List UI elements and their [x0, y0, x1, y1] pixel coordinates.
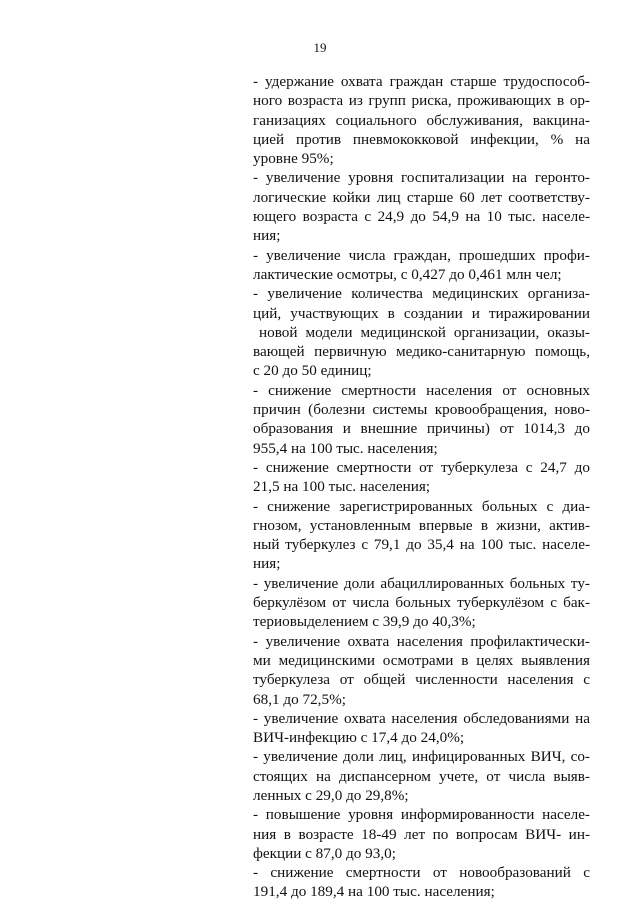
- text-line: 68,1 до 72,5%;: [253, 690, 346, 708]
- text-line: - снижение смертности от новообразований с: [253, 864, 590, 882]
- text-line: лактические осмотры, с 0,427 до 0,461 млн чел;: [253, 265, 562, 283]
- text-line: логические койки лиц старше 60 лет соответству-: [253, 188, 590, 206]
- list-item: [253, 805, 590, 863]
- list-item: [253, 497, 590, 574]
- text-line: 955,4 на 100 тыс. населения;: [253, 439, 438, 457]
- text-line: стоящих на диспансерном учете, от числа выяв-: [253, 767, 590, 785]
- text-line: - снижение смертности от туберкулеза с 24,7 до: [253, 458, 590, 476]
- text-line: гнозом, установленным впервые в жизни, актив-: [253, 516, 590, 534]
- text-line: - снижение зарегистрированных больных с диа-: [253, 497, 590, 515]
- text-line: новой модели медицинской организации, оказы-: [259, 323, 590, 341]
- text-line: ющего возраста с 24,9 до 54,9 на 10 тыс. населе-: [253, 208, 590, 226]
- text-line: ми медицинскими осмотрами в целях выявления: [253, 651, 590, 669]
- page-number: 19: [313, 40, 327, 55]
- text-line: - повышение уровня информированности населе-: [253, 806, 590, 824]
- text-line: ций, участвующих в создании и тиражировании: [253, 304, 590, 322]
- indicator-list: [253, 72, 590, 902]
- text-line: - удержание охвата граждан старше трудоспособ-: [253, 73, 590, 90]
- list-item: [253, 747, 590, 805]
- list-item: [253, 709, 590, 748]
- text-line: ВИЧ-инфекцию с 17,4 до 24,0%;: [253, 729, 465, 747]
- text-line: ния;: [253, 227, 281, 245]
- text-line: образования и внешние причины) от 1014,3 до: [253, 420, 590, 438]
- list-item: [253, 381, 590, 458]
- text-line: - увеличение количества медицинских организа-: [253, 285, 590, 303]
- text-line: беркулёзом от числа больных туберкулёзом с бак-: [253, 594, 590, 612]
- text-line: фекции с 87,0 до 93,0;: [253, 844, 396, 862]
- text-line: с 20 до 50 единиц;: [253, 362, 372, 380]
- text-line: вающей первичную медико-санитарную помощь,: [253, 343, 590, 361]
- text-line: - увеличение доли абациллированных больных ту-: [253, 574, 590, 592]
- list-item: [253, 168, 590, 245]
- text-line: ния;: [253, 555, 281, 573]
- list-item: [253, 246, 590, 285]
- text-line: ганизациях социального обслуживания, вакцина-: [253, 111, 590, 129]
- list-item: [253, 72, 590, 168]
- text-line: туберкулеза от общей численности населения с: [253, 671, 590, 689]
- text-line: причин (болезни системы кровообращения, ново-: [253, 401, 590, 419]
- list-item: [253, 284, 590, 380]
- list-item: [253, 632, 590, 709]
- text-line: - увеличение уровня госпитализации на геронто-: [253, 169, 590, 187]
- list-item: [253, 574, 590, 632]
- list-item: [253, 863, 590, 902]
- text-line: ленных с 29,0 до 29,8%;: [253, 786, 409, 804]
- text-line: цией против пневмококковой инфекции, % на: [253, 130, 590, 148]
- list-item: [253, 458, 590, 497]
- text-line: - увеличение доли лиц, инфицированных ВИЧ, со-: [253, 748, 590, 766]
- text-line: - снижение смертности населения от основных: [253, 381, 590, 399]
- text-line: - увеличение числа граждан, прошедших профи-: [253, 246, 590, 264]
- text-line: - увеличение охвата населения обследованиями на: [253, 709, 590, 727]
- text-line: - увеличение охвата населения профилактически-: [253, 632, 590, 650]
- text-line: ного возраста из групп риска, проживающих в ор-: [253, 92, 590, 110]
- text-line: 21,5 на 100 тыс. населения;: [253, 478, 431, 496]
- text-line: ный туберкулез с 79,1 до 35,4 на 100 тыс. населе-: [253, 536, 590, 554]
- text-line: уровне 95%;: [253, 150, 334, 168]
- text-line: 191,4 до 189,4 на 100 тыс. населения;: [253, 883, 495, 901]
- text-line: ния в возрасте 18-49 лет по вопросам ВИЧ- ин-: [253, 825, 590, 843]
- text-line: териовыделением с 39,9 до 40,3%;: [253, 613, 476, 631]
